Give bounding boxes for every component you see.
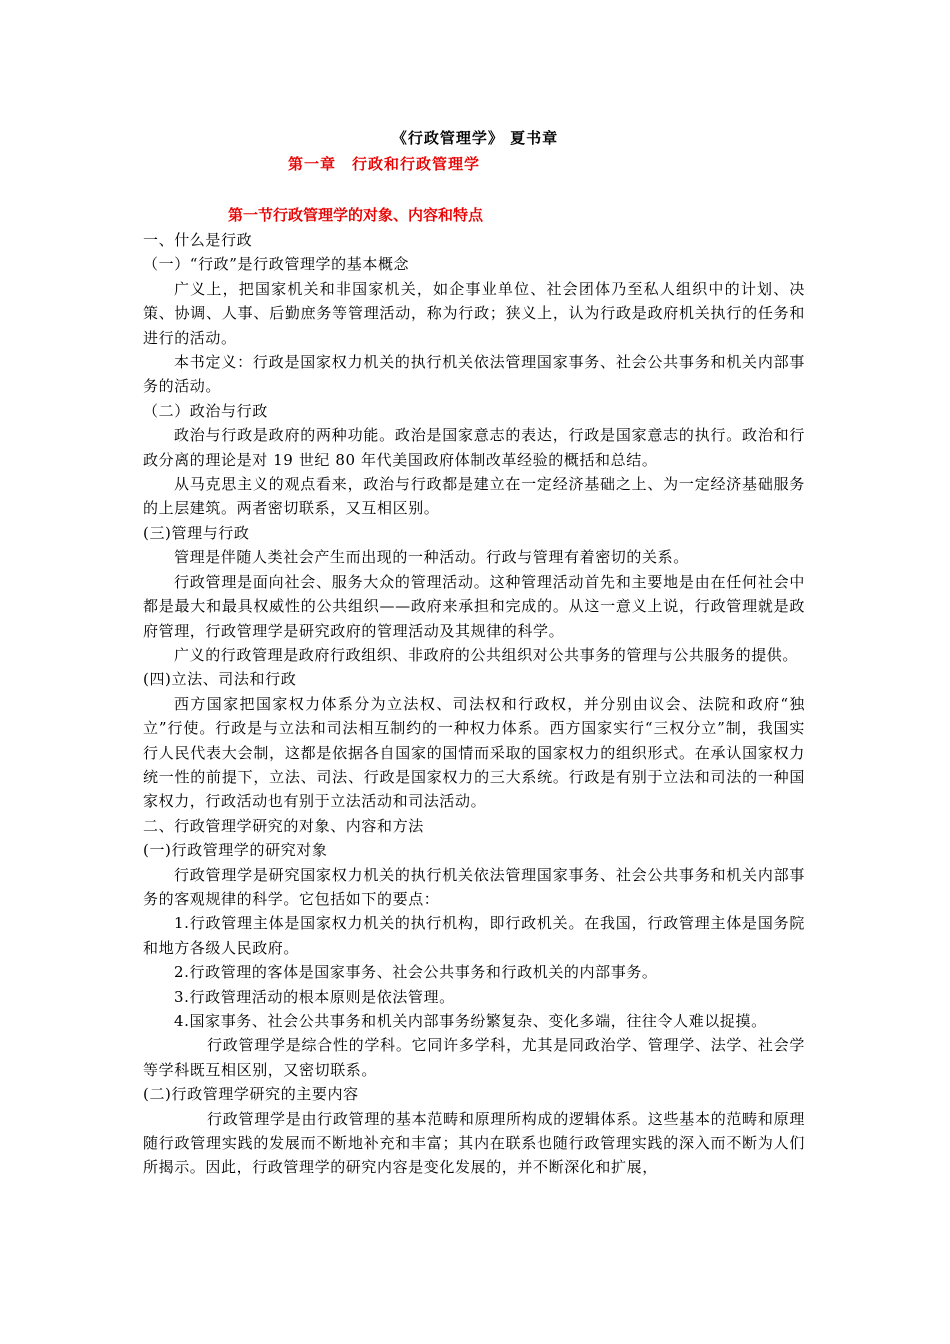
document-body	[143, 228, 805, 1180]
subheading: (一)行政管理学的研究对象	[143, 841, 328, 860]
paragraph: 本书定义：行政是国家权力机关的执行机关依法管理国家事务、社会公共事务和机关内部事务的活动。	[143, 353, 805, 396]
subheading: (二)行政管理学研究的主要内容	[143, 1085, 359, 1104]
paragraph: 行政管理学是综合性的学科。它同许多学科，尤其是同政治学、管理学、法学、社会学等学科既互相区别，又密切联系。	[143, 1036, 805, 1079]
subheading: （二）政治与行政	[143, 401, 268, 420]
paragraph: 广义的行政管理是政府行政组织、非政府的公共组织对公共事务的管理与公共服务的提供。	[174, 645, 799, 664]
paragraph: 行政管理学是由行政管理的基本范畴和原理所构成的逻辑体系。这些基本的范畴和原理随行政管理实践的发展而不断地补充和丰富；其内在联系也随行政管理实践的深入而不断为人们所揭示。因此，行政管理学的研究内容是变化发展的，并不断深化和扩展，	[143, 1109, 805, 1177]
subheading: 二、行政管理学研究的对象、内容和方法	[143, 816, 424, 835]
chapter-title: 第一章 行政和行政管理学	[288, 155, 481, 173]
paragraph: 行政管理学是研究国家权力机关的执行机关依法管理国家事务、社会公共事务和机关内部事务的客观规律的科学。它包括如下的要点：	[143, 865, 805, 908]
paragraph: 2.行政管理的客体是国家事务、社会公共事务和行政机关的内部事务。	[174, 963, 658, 982]
paragraph: 4.国家事务、社会公共事务和机关内部事务纷繁复杂、变化多端，往往令人难以捉摸。	[174, 1012, 767, 1030]
paragraph: 广义上，把国家机关和非国家机关，如企事业单位、社会团体乃至私人组织中的计划、决策、协调、人事、后勤庶务等管理活动，称为行政；狭义上，认为行政是政府机关执行的任务和进行的活动。	[143, 279, 805, 347]
subheading: （一）“行政”是行政管理学的基本概念	[143, 255, 410, 274]
paragraph: 西方国家把国家权力体系分为立法权、司法权和行政权，并分别由议会、法院和政府“独立”行使。行政是与立法和司法相互制约的一种权力体系。西方国家实行“三权分立”制，我国实行人民代表大会制，这都是依据各自国家的国情而采取的国家权力的组织形式。在承认国家权力统一性的前提下，立法、司法、行政是国家权力的三大系统。行政是有别于立法和司法的一种国家权力，行政活动也有别于立法活动和司法活动。	[143, 694, 805, 811]
paragraph: 从马克思主义的观点看来，政治与行政都是建立在一定经济基础之上、为一定经济基础服务的上层建筑。两者密切联系，又互相区别。	[143, 475, 805, 518]
book-title: 《行政管理学》 夏书章	[391, 129, 559, 147]
paragraph: 行政管理是面向社会、服务大众的管理活动。这种管理活动首先和主要地是由在任何社会中都是最大和最具权威性的公共组织——政府来承担和完成的。从这一意义上说，行政管理就是政府管理，行政管理学是研究政府的管理活动及其规律的科学。	[143, 572, 805, 640]
section-title: 第一节行政管理学的对象、内容和特点	[228, 206, 484, 224]
paragraph: 3.行政管理活动的根本原则是依法管理。	[174, 987, 455, 1006]
subheading: (三)管理与行政	[143, 523, 250, 542]
paragraph: 政治与行政是政府的两种功能。政治是国家意志的表达，行政是国家意志的执行。政治和行政分离的理论是对 19 世纪 80 年代美国政府体制改革经验的概括和总结。	[143, 426, 805, 469]
subheading: 一、什么是行政	[143, 231, 253, 249]
paragraph: 1.行政管理主体是国家权力机关的执行机构，即行政机关。在我国，行政管理主体是国务院和地方各级人民政府。	[143, 914, 805, 957]
paragraph: 管理是伴随人类社会产生而出现的一种活动。行政与管理有着密切的关系。	[174, 548, 689, 567]
subheading: (四)立法、司法和行政	[143, 670, 297, 689]
